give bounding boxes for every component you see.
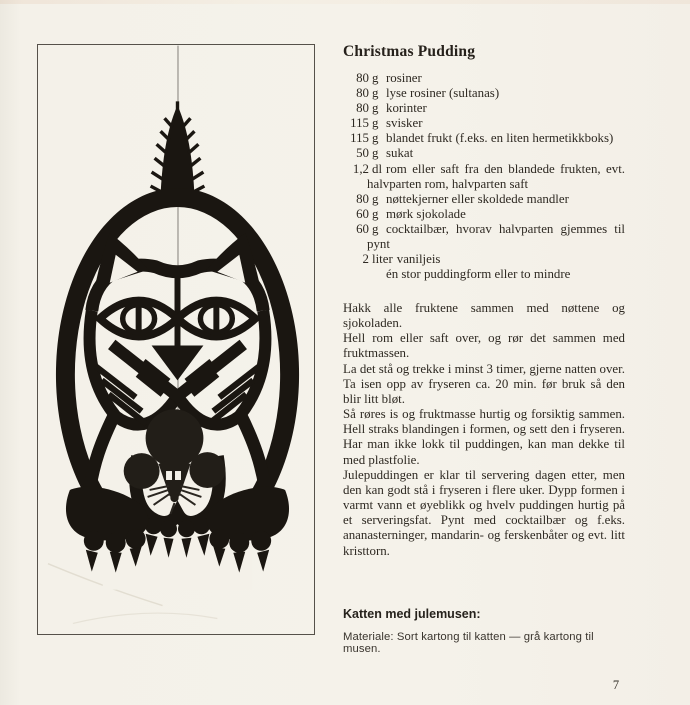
ingredient-unit: g <box>372 191 379 206</box>
cat-eye-right <box>177 301 255 337</box>
instruction-step: Hell rom eller saft over, og rør det sammen med fruktmassen. <box>343 331 625 361</box>
instruction-step: Hakk alle fruktene sammen med nøttene og sjokoladen. <box>343 301 625 331</box>
ingredient-row <box>343 146 625 161</box>
ingredient-name: sukat <box>386 146 414 161</box>
ingredient-row <box>343 116 625 131</box>
instruction-step: Ta isen opp av fryseren ca. 20 min. før bruk så den blir litt bløt. <box>343 376 625 406</box>
ingredient-unit: liter <box>372 252 393 267</box>
ingredient-qty: 80 <box>356 191 369 206</box>
ingredient-name: lyse rosiner (sultanas) <box>386 86 500 101</box>
ingredient-name: rosiner <box>386 71 422 85</box>
ingredient-name: mørk sjokolade <box>386 206 466 221</box>
instruction-step: La det stå og trekke i minst 3 timer, gjerne natten over. <box>343 361 625 376</box>
ingredient-qty: 115 <box>350 116 369 131</box>
ingredient-row <box>343 162 625 192</box>
ingredient-unit: g <box>372 71 379 85</box>
ingredient-name: cocktailbær, hvorav halvparten gjemmes til pynt <box>367 221 625 252</box>
ingredient-list <box>343 71 625 282</box>
mouse-eye-left <box>166 471 172 480</box>
ingredient-qty: 80 <box>356 86 369 101</box>
ingredient-name: én stor puddingform eller to mindre <box>386 267 571 282</box>
ingredient-name: blandet frukt (f.eks. en liten hermetikkboks) <box>386 131 614 146</box>
mouse-nose <box>170 494 178 502</box>
ingredient-unit: g <box>372 146 379 161</box>
page-number: 7 <box>612 678 620 692</box>
instruction-step: Julepuddingen er klar til servering dagen etter, men den kan godt stå i fryseren i flere uker. Dypp formen i varmt vann et øyeblikk og hvelv puddingen hurtig på et serveringsfat. Pynt med cocktailbær og f.eks. ananasterninger, mandarin- og ferskenbåter og evt. litt kristtorn. <box>343 467 625 558</box>
ingredient-unit: g <box>372 86 379 101</box>
mouse-ear-right <box>189 452 225 488</box>
ingredient-row <box>343 71 625 86</box>
recipe-instructions <box>343 301 625 559</box>
cat-with-mouse-illustration <box>38 45 314 634</box>
ingredient-qty: 60 <box>356 221 369 236</box>
ingredient-qty: 115 <box>350 131 369 146</box>
ingredient-row <box>343 207 625 222</box>
ingredient-unit: dl <box>372 161 383 176</box>
ingredient-qty: 50 <box>356 146 369 161</box>
ingredient-qty: 2 <box>362 252 369 267</box>
illustration-plate <box>37 44 315 635</box>
mouse-ear-left <box>124 453 160 489</box>
recipe-title: Christmas Pudding <box>343 43 476 60</box>
ingredient-name: korinter <box>386 101 427 116</box>
ingredient-row <box>343 131 625 146</box>
ingredient-qty: 60 <box>356 206 369 221</box>
ingredient-row <box>343 222 625 252</box>
ingredient-unit: g <box>372 131 379 146</box>
ingredient-name: svisker <box>386 116 423 131</box>
ingredient-row <box>343 267 625 282</box>
ingredient-row <box>343 192 625 207</box>
craft-materials-note: Materiale: Sort kartong til katten — grå kartong til musen. <box>343 631 594 655</box>
instruction-step: Så røres is og fruktmasse hurtig og forsiktig sammen. Hell straks blandingen i formen, og sett den i fryseren. Har man ikke lokk til puddingen, kan man dekke til med plastfolie. <box>343 407 625 467</box>
craft-section-title: Katten med julemusen: <box>343 607 481 621</box>
cat-leg-left <box>90 412 116 488</box>
ingredient-name: rom eller saft fra den blandede frukten, evt. halvparten rom, halvparten saft <box>367 161 625 191</box>
ingredient-unit: g <box>372 101 379 116</box>
ingredient-unit: g <box>372 221 379 236</box>
ingredient-qty: 80 <box>356 101 369 116</box>
mouse-eye-right <box>175 471 181 480</box>
ingredient-qty: 1,2 <box>352 161 369 176</box>
ingredient-name: vaniljeis <box>396 252 441 267</box>
ingredient-qty: 80 <box>356 71 369 85</box>
ingredient-row <box>343 252 625 267</box>
cat-leg-right <box>239 412 265 488</box>
ingredient-unit: g <box>372 116 379 131</box>
ingredient-name: nøttekjerner eller skoldede mandler <box>386 191 569 206</box>
ingredient-unit: g <box>372 206 379 221</box>
cat-eye-left <box>100 301 178 337</box>
ingredient-row <box>343 101 625 116</box>
ingredient-row <box>343 86 625 101</box>
